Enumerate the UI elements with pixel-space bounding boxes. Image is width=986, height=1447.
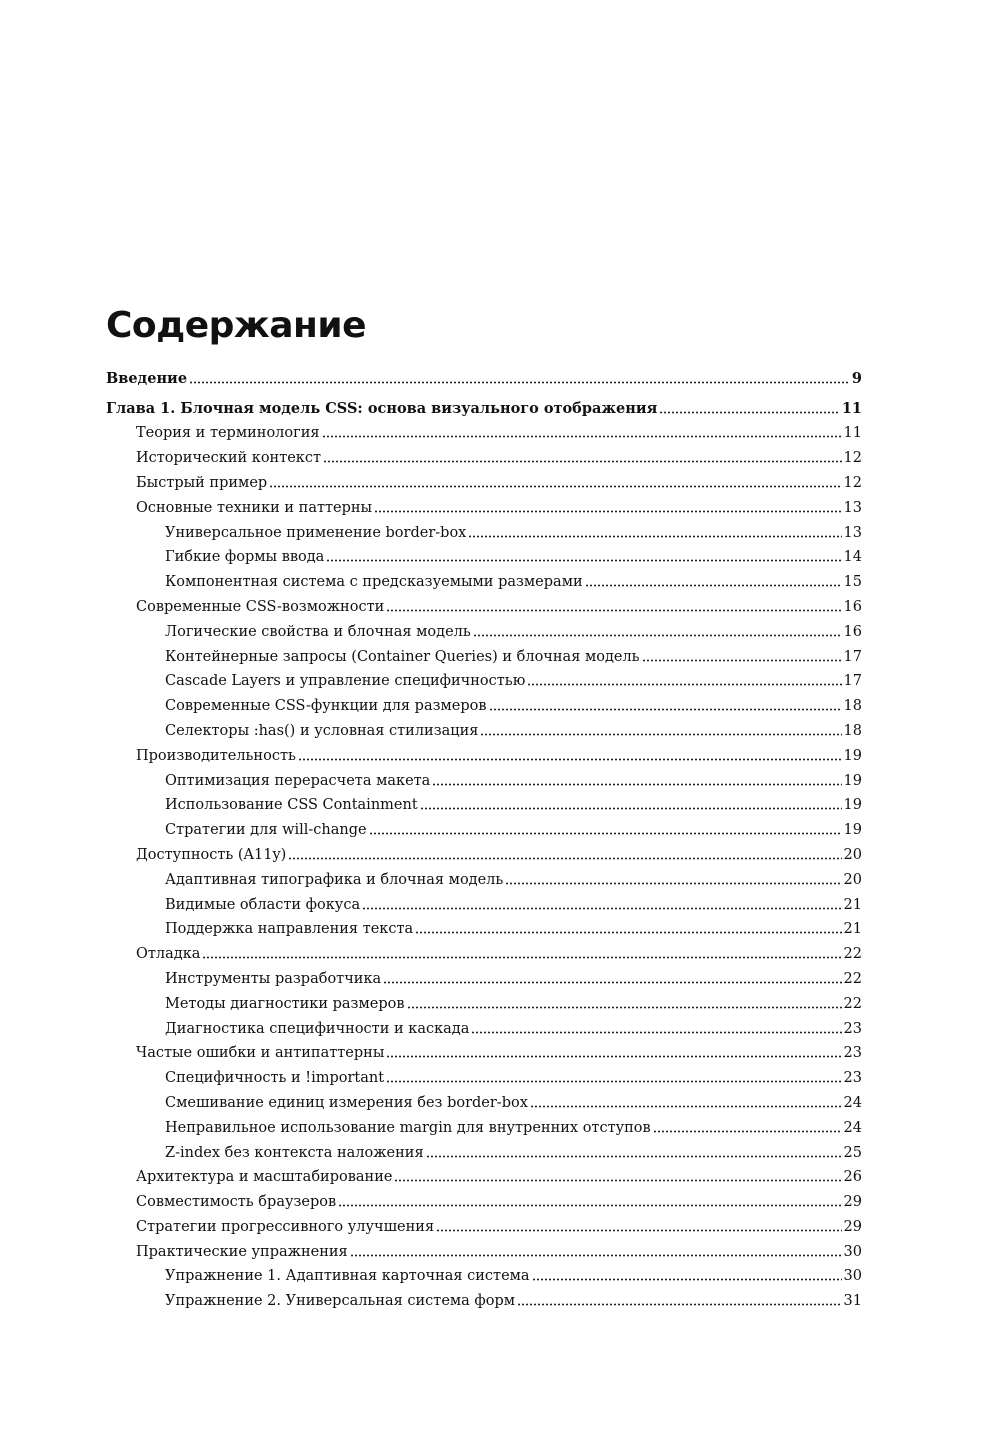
toc-page-number: 30 xyxy=(843,1268,862,1285)
toc-page-number: 9 xyxy=(851,370,862,387)
toc-dot-leader xyxy=(350,1254,842,1257)
toc-page-number: 24 xyxy=(843,1094,862,1111)
toc-subsection-entry[interactable] xyxy=(106,719,862,744)
toc-dot-leader xyxy=(362,907,841,910)
toc-page-number: 19 xyxy=(843,747,862,764)
toc-dot-leader xyxy=(468,535,841,538)
toc-dot-leader xyxy=(532,1278,842,1281)
toc-entry-title: Стратегии для will-change xyxy=(165,822,367,839)
toc-dot-leader xyxy=(642,659,842,662)
toc-entry-title: Неправильное использование margin для внутренних отступов xyxy=(165,1119,651,1136)
toc-dot-leader xyxy=(471,1031,841,1034)
toc-entry-title: Исторический контекст xyxy=(136,450,322,467)
toc-section-entry[interactable] xyxy=(106,446,862,471)
toc-page-number: 13 xyxy=(843,499,862,516)
toc-dot-leader xyxy=(394,1179,841,1182)
toc-dot-leader xyxy=(659,411,839,414)
toc-dot-leader xyxy=(323,460,842,463)
toc-chapter-entry[interactable] xyxy=(106,367,862,392)
toc-dot-leader xyxy=(269,485,841,488)
toc-dot-leader xyxy=(585,584,842,587)
toc-entry-title: Стратегии прогрессивного улучшения xyxy=(136,1218,435,1235)
toc-page-number: 16 xyxy=(843,598,862,615)
toc-subsection-entry[interactable] xyxy=(106,1289,862,1314)
toc-dot-leader xyxy=(386,1055,841,1058)
toc-dot-leader xyxy=(527,683,841,686)
toc-entry-title: Упражнение 1. Адаптивная карточная система xyxy=(165,1268,530,1285)
toc-entry-title: Теория и терминология xyxy=(136,425,320,442)
toc-entry-title: Глава 1. Блочная модель CSS: основа визуального отображения xyxy=(106,399,658,417)
toc-dot-leader xyxy=(653,1130,842,1133)
toc-dot-leader xyxy=(517,1303,841,1306)
toc-subsection-entry[interactable] xyxy=(106,570,862,595)
toc-dot-leader xyxy=(298,758,842,761)
toc-dot-leader xyxy=(322,435,842,438)
toc-page-number: 23 xyxy=(843,1070,862,1087)
toc-entry-title: Универсальное применение border-box xyxy=(165,524,467,541)
toc-entry-title: Частые ошибки и антипаттерны xyxy=(136,1045,385,1062)
toc-entry-title: Контейнерные запросы (Container Queries) и блочная модель xyxy=(165,648,640,665)
toc-subsection-entry[interactable] xyxy=(106,545,862,570)
toc-section-entry[interactable] xyxy=(106,471,862,496)
toc-dot-leader xyxy=(432,783,841,786)
toc-subsection-entry[interactable] xyxy=(106,893,862,918)
toc-page-number: 16 xyxy=(843,623,862,640)
toc-entry-title: Смешивание единиц измерения без border-box xyxy=(165,1094,528,1111)
toc-entry-title: Гибкие формы ввода xyxy=(165,549,325,566)
toc-page-number: 12 xyxy=(843,450,862,467)
toc-entry-title: Cascade Layers и управление специфичностью xyxy=(165,673,526,690)
toc-subsection-entry[interactable] xyxy=(106,868,862,893)
toc-page-number: 11 xyxy=(843,425,862,442)
toc-dot-leader xyxy=(326,559,841,562)
toc-entry-title: Логические свойства и блочная модель xyxy=(165,623,471,640)
toc-section-entry[interactable] xyxy=(106,421,862,446)
toc-section-entry[interactable] xyxy=(106,1215,862,1240)
toc-dot-leader xyxy=(489,708,842,711)
toc-subsection-entry[interactable] xyxy=(106,818,862,843)
toc-dot-leader xyxy=(383,981,841,984)
toc-entry-title: Поддержка направления текста xyxy=(165,921,414,938)
toc-entry-title: Компонентная система с предсказуемыми размерами xyxy=(165,574,583,591)
toc-page-number: 30 xyxy=(843,1243,862,1260)
toc-subsection-entry[interactable] xyxy=(106,1017,862,1042)
toc-page-number: 23 xyxy=(843,1045,862,1062)
toc-subsection-entry[interactable] xyxy=(106,645,862,670)
toc-entry-title: Специфичность и !important xyxy=(165,1070,385,1087)
toc-section-entry[interactable] xyxy=(106,1165,862,1190)
toc-dot-leader xyxy=(386,1080,842,1083)
toc-entry-title: Быстрый пример xyxy=(136,474,268,491)
toc-page-number: 13 xyxy=(843,524,862,541)
toc-section-entry[interactable] xyxy=(106,1240,862,1265)
toc-section-entry[interactable] xyxy=(106,942,862,967)
toc-dot-leader xyxy=(505,882,841,885)
toc-page-number: 26 xyxy=(843,1169,862,1186)
toc-section-entry[interactable] xyxy=(106,496,862,521)
toc-page-number: 15 xyxy=(843,574,862,591)
toc-dot-leader xyxy=(288,857,841,860)
toc-entry-title: Архитектура и масштабирование xyxy=(136,1169,393,1186)
toc-dot-leader xyxy=(480,733,841,736)
toc-dot-leader xyxy=(436,1229,841,1232)
toc-section-entry[interactable] xyxy=(106,595,862,620)
toc-dot-leader xyxy=(473,634,842,637)
toc-page-number: 17 xyxy=(843,648,862,665)
toc-entry-title: Оптимизация перерасчета макета xyxy=(165,772,431,789)
toc-page-number: 25 xyxy=(843,1144,862,1161)
toc-entry-title: Селекторы :has() и условная стилизация xyxy=(165,722,479,739)
toc-subsection-entry[interactable] xyxy=(106,669,862,694)
toc-page-number: 12 xyxy=(843,474,862,491)
toc-subsection-entry[interactable] xyxy=(106,769,862,794)
toc-entry-title: Практические упражнения xyxy=(136,1243,348,1260)
toc-entry-title: Производительность xyxy=(136,747,296,764)
toc-dot-leader xyxy=(426,1155,842,1158)
toc-page-number: 19 xyxy=(843,772,862,789)
toc-section-entry[interactable] xyxy=(106,1190,862,1215)
toc-entry-title: Использование CSS Containment xyxy=(165,797,418,814)
page-title: Содержание xyxy=(106,305,367,346)
toc-subsection-entry[interactable] xyxy=(106,620,862,645)
toc-page-number: 22 xyxy=(843,970,862,987)
toc-entry-title: Совместимость браузеров xyxy=(136,1194,337,1211)
toc-dot-leader xyxy=(374,510,841,513)
toc-page-number: 24 xyxy=(843,1119,862,1136)
toc-page-number: 17 xyxy=(843,673,862,690)
toc-entry-title: Диагностика специфичности и каскада xyxy=(165,1020,470,1037)
toc-dot-leader xyxy=(530,1105,842,1108)
toc-page-number: 29 xyxy=(843,1218,862,1235)
toc-entry-title: Адаптивная типографика и блочная модель xyxy=(165,871,504,888)
toc-section-entry[interactable] xyxy=(106,1041,862,1066)
toc-page-number: 19 xyxy=(843,822,862,839)
toc-page-number: 20 xyxy=(843,846,862,863)
toc-dot-leader xyxy=(386,609,841,612)
toc-section-entry[interactable] xyxy=(106,744,862,769)
toc-entry-title: Z-index без контекста наложения xyxy=(165,1144,424,1161)
toc-entry-title: Современные CSS-возможности xyxy=(136,598,385,615)
toc-page-number: 19 xyxy=(843,797,862,814)
toc-dot-leader xyxy=(338,1204,841,1207)
toc-entry-title: Отладка xyxy=(136,946,201,963)
toc-subsection-entry[interactable] xyxy=(106,917,862,942)
toc-entry-title: Доступность (A11y) xyxy=(136,846,287,863)
toc-subsection-entry[interactable] xyxy=(106,521,862,546)
table-of-contents xyxy=(106,367,862,1314)
toc-page-number: 21 xyxy=(843,921,862,938)
toc-page-number: 31 xyxy=(843,1293,862,1310)
toc-entry-title: Видимые области фокуса xyxy=(165,896,361,913)
toc-dot-leader xyxy=(415,931,841,934)
toc-entry-title: Современные CSS-функции для размеров xyxy=(165,698,487,715)
toc-page-number: 29 xyxy=(843,1194,862,1211)
toc-entry-title: Упражнение 2. Универсальная система форм xyxy=(165,1293,516,1310)
toc-section-entry[interactable] xyxy=(106,843,862,868)
toc-subsection-entry[interactable] xyxy=(106,1066,862,1091)
toc-subsection-entry[interactable] xyxy=(106,793,862,818)
toc-chapter-entry[interactable] xyxy=(106,397,862,422)
toc-dot-leader xyxy=(369,832,842,835)
toc-subsection-entry[interactable] xyxy=(106,967,862,992)
toc-subsection-entry[interactable] xyxy=(106,992,862,1017)
toc-subsection-entry[interactable] xyxy=(106,694,862,719)
toc-dot-leader xyxy=(202,956,841,959)
toc-entry-title: Методы диагностики размеров xyxy=(165,995,405,1012)
toc-dot-leader xyxy=(407,1006,842,1009)
toc-dot-leader xyxy=(420,807,842,810)
toc-page-number: 20 xyxy=(843,871,862,888)
toc-page-number: 21 xyxy=(843,896,862,913)
toc-subsection-entry[interactable] xyxy=(106,1091,862,1116)
toc-subsection-entry[interactable] xyxy=(106,1264,862,1289)
toc-page-number: 22 xyxy=(843,995,862,1012)
toc-entry-title: Введение xyxy=(106,370,188,387)
toc-page-number: 14 xyxy=(843,549,862,566)
toc-page-number: 11 xyxy=(841,399,862,417)
toc-page-number: 23 xyxy=(843,1020,862,1037)
toc-page-number: 18 xyxy=(843,722,862,739)
toc-entry-title: Инструменты разработчика xyxy=(165,970,382,987)
toc-dot-leader xyxy=(189,381,850,384)
toc-subsection-entry[interactable] xyxy=(106,1141,862,1166)
toc-page-number: 22 xyxy=(843,946,862,963)
toc-subsection-entry[interactable] xyxy=(106,1116,862,1141)
toc-entry-title: Основные техники и паттерны xyxy=(136,499,373,516)
toc-page-number: 18 xyxy=(843,698,862,715)
